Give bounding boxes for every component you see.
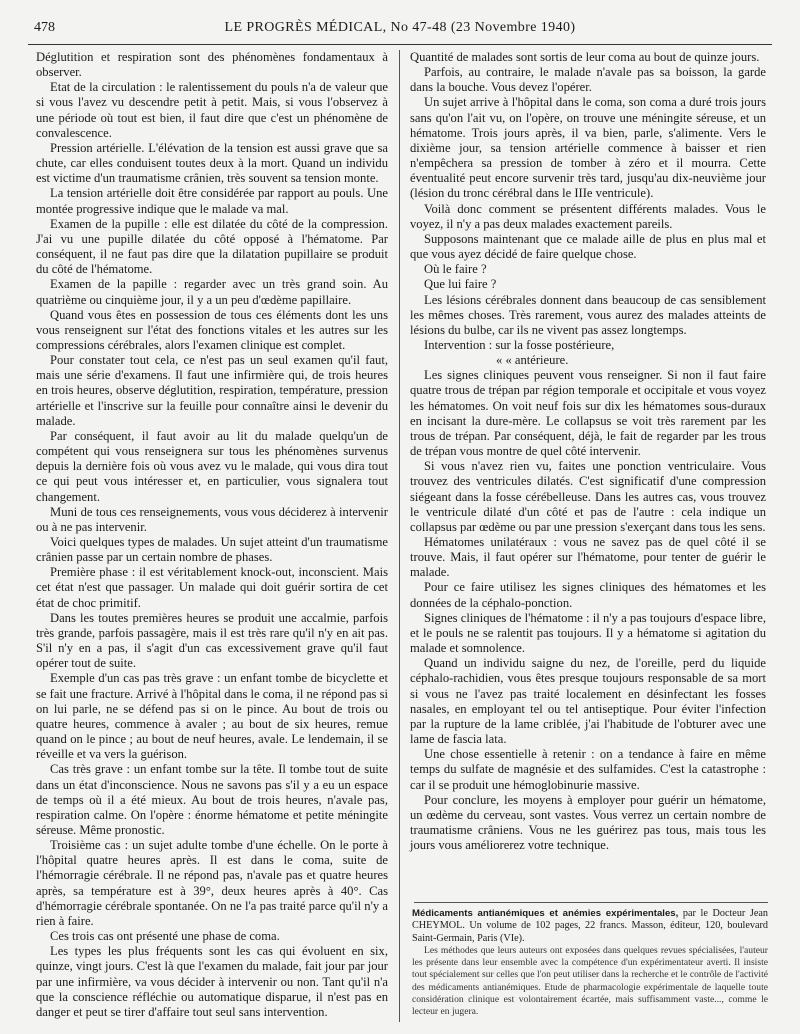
paragraph: Les types les plus fréquents sont les cas qui évoluent en six, quinze, vingt jours. C'est là que l'examen du malade, fait jour par jour par une infirmière, va vous décider à intervenir ou non. Tant qu'il n'a que la conscience réfléchie ou automatique disparue, il n'est pas en danger et peut se tirer d'affaire tout seul sans intervention. — [36, 944, 388, 1019]
paragraph: Dans les toutes premières heures se produit une accalmie, parfois très grande, parfois passagère, mais il est très rare qu'il n'y en ait pas. S'il n'y en a pas, il s'agit d'un cas excessivement grave qu'il faut opérer tout de suite. — [36, 610, 388, 671]
paragraph: Première phase : il est véritablement knock-out, inconscient. Mais cet état n'est que passager. Un malade qui doit guérir sortira de cet état de choc primitif. — [36, 565, 388, 610]
paragraph: Voici quelques types de malades. Un sujet atteint d'un traumatisme crânien passe par un certain nombre de phases. — [36, 535, 388, 565]
paragraph: Pour ce faire utilisez les signes cliniques des hématomes et les données de la céphalo-ponction. — [410, 580, 766, 610]
journal-title: LE PROGRÈS MÉDICAL, No 47-48 (23 Novembre 1940) — [224, 20, 576, 35]
paragraph: Quantité de malades sont sortis de leur coma au bout de quinze jours. — [410, 50, 760, 64]
header-rule — [28, 44, 772, 45]
book-review — [412, 908, 768, 1019]
paragraph: Les signes cliniques peuvent vous renseigner. Si non il faut faire quatre trous de trépan par région temporale et occipitale et vous voyez les hématomes. On voit neuf fois sur dix les hématomes sous-duraux en incisant la dure-mère. Le collapsus se voit très rarement par les trous de trépan. Par conséquent, déjà, le fait de regarder par les trous de trépan vous montre de quel côté intervenir. — [410, 368, 766, 459]
paragraph: Les lésions cérébrales donnent dans beaucoup de cas sensiblement les mêmes choses. Très rarement, vous aurez des malades atteints de lésions du bulbe, car ils ne vivent pas assez longtemps. — [410, 292, 766, 337]
paragraph: Si vous n'avez rien vu, faites une ponction ventriculaire. Vous trouvez des ventricules dilatés. C'est significatif d'une compression siégeant dans la fosse cérébelleuse. Dans les autres cas, vous trouvez le ventricule dilaté d'un côté et pas de l'autre : cela indique un collapsus par œdème ou par une pression s'exerçant dans tous les sens. — [410, 459, 766, 534]
paragraph: Déglutition et respiration sont des phénomènes fondamentaux à observer. — [36, 50, 388, 80]
review-separator — [414, 902, 768, 903]
page-number: 478 — [34, 20, 55, 35]
paragraph: Parfois, au contraire, le malade n'avale pas sa boisson, la garde dans la bouche. Vous devez l'opérer. — [410, 65, 766, 95]
paragraph: Troisième cas : un sujet adulte tombe d'une échelle. On le porte à l'hôpital quatre heures après. Il est dans le coma, suite de l'hémorragie cérébrale. Il ne répond pas, n'avale pas et quatre heures après, sa température est à 39°, deux heures après à 40°. Cas d'hémorragie cérébrale spontanée. On ne l'a pas traité parce qu'il n'y a rien à faire. — [36, 838, 388, 928]
paragraph: Pression artérielle. L'élévation de la tension est aussi grave que sa chute, car elles conduisent toutes deux à la mort. Quand un individu est victime d'un traumatisme crânien, très souvent sa tension monte. — [36, 140, 388, 186]
review-title: Médicaments antianémiques et anémies expérimentales, — [412, 908, 679, 919]
paragraph: Examen de la pupille : elle est dilatée du côté de la compression. J'ai vu une pupille dilatée du côté opposé à l'hématome. Par conséquent, il ne faut pas dire que la dilatation pupillaire se produit du côté de l'hématome. — [36, 216, 388, 277]
review-body: Les méthodes que leurs auteurs ont exposées dans quelques revues spécialisées, l'auteur les présente dans leur ensemble avec la compétence d'un expérimentateur averti. Il insiste tout spécialement sur celles que l'on peut utiliser dans la recherche et le contrôle de l'activité des médicaments antianémiques. Etude de pharmacologie expérimentale de laquelle toute considération clinique est volontairement écartée, mais suffisamment vaste..., comme le lecteur en jugera. — [412, 944, 768, 1018]
paragraph: Que lui faire ? — [424, 277, 497, 292]
paragraph: « « antérieure. — [496, 353, 569, 368]
review-heading — [412, 908, 768, 945]
left-column — [36, 50, 388, 1020]
paragraph: Où le faire ? — [424, 262, 487, 277]
page-header — [34, 20, 766, 42]
paragraph: Signes cliniques de l'hématome : il n'y a pas toujours d'espace libre, et le pouls ne se ralentit pas toujours. Il y a hématome si agitation du malade et somnolence. — [410, 610, 766, 656]
paragraph: Quand un individu saigne du nez, de l'oreille, perd du liquide céphalo-rachidien, vous êtes presque toujours responsable de sa mort si vous ne l'avez pas traité localement en désinfectant les fosses nasales, en employant tel ou tel antiseptique. Pour éviter l'infection par la rupture de la lame criblée, j'ai l'habitude de l'obturer avec une lame de fascia lata. — [410, 656, 766, 747]
paragraph: Examen de la papille : regarder avec un très grand soin. Au quatrième ou cinquième jour, il y a un peu d'œdème papillaire. — [36, 277, 388, 307]
paragraph: Voilà donc comment se présentent différents malades. Vous le voyez, il n'y a pas deux malades exactement pareils. — [410, 201, 766, 231]
paragraph: Exemple d'un cas pas très grave : un enfant tombe de bicyclette et se fait une fracture. Arrivé à l'hôpital dans le coma, il ne répond pas si on lui parle, ne se défend pas si on le pince. Au bout de trois ou quatre heures, commence à avaler ; au bout de six heures, remue quand on le pince ; au bout de neuf heures, avale. Le lendemain, il se réveille et va vers la guérison. — [36, 671, 388, 762]
paragraph: Cas très grave : un enfant tombe sur la tête. Il tombe tout de suite dans un état d'inconscience. Nous ne savons pas s'il y a eu un espace de temps où il a été mieux. Au bout de trois heures, n'avale pas, respiration calme. On l'opère : énorme hématome et petite méningite séreuse. Même pronostic. — [36, 762, 388, 837]
right-column — [410, 50, 766, 853]
paragraph: La tension artérielle doit être considérée par rapport au pouls. Une montée progressive indique que le malade va mal. — [36, 186, 388, 216]
paragraph: Pour conclure, les moyens à employer pour guérir un hématome, un œdème du cerveau, sont vastes. Vous verrez un certain nombre de traumatisme crâniens. Vous ne les guérirez pas tous, mais tous les jours vous améliorerez votre technique. — [410, 792, 766, 853]
paragraph: Hématomes unilatéraux : vous ne savez pas de quel côté il se trouve. Mais, il faut opérer sur l'hématome, pour tenter de guérir le malade. — [410, 535, 766, 580]
column-divider — [399, 50, 400, 1022]
paragraph: Ces trois cas ont présenté une phase de coma. — [50, 929, 280, 944]
paragraph: Etat de la circulation : le ralentissement du pouls n'a de valeur que si vous l'avez vu descendre petit à petit. Mais, si vous l'observez à une période où tout est bien, il faut dire que c'est un phénomène de convalescence. — [36, 80, 388, 140]
paragraph: Pour constater tout cela, ce n'est pas un seul examen qu'il faut, mais une série d'examens. Il faut une infirmière qui, de trois heures en trois heures, observe déglutition, respiration, température, pression artérielle et l'inscrive sur la feuille pour connaître ainsi le devenir du malade. — [36, 353, 388, 428]
paragraph: Par conséquent, il faut avoir au lit du malade quelqu'un de compétent qui vous renseignera sur tous les phénomènes survenus depuis la dernière fois où vous avez vu le malade, qui vous dira tout ce qui peut vous intéresser et, en particulier, vous signalera tout changement. — [36, 428, 388, 504]
paragraph: Intervention : sur la fosse postérieure, — [424, 337, 615, 352]
paragraph: Muni de tous ces renseignements, vous vous déciderez à intervenir ou à ne pas intervenir. — [36, 504, 388, 534]
paragraph: Une chose essentielle à retenir : on a tendance à faire en même temps du sulfate de magnésie et des sulfamides. C'est la catastrophe : car il se produit une hémoglobinurie massive. — [410, 747, 766, 792]
paragraph: Supposons maintenant que ce malade aille de plus en plus mal et que vous ayez décidé de faire quelque chose. — [410, 231, 766, 262]
paragraph: Quand vous êtes en possession de tous ces éléments dont les uns vous renseignent sur l'état des fonctions vitales et les autres sur les compressions cérébrales, alors l'examen clinique est complet. — [36, 307, 388, 352]
paragraph: Un sujet arrive à l'hôpital dans le coma, son coma a duré trois jours sans qu'on l'ait vu, on l'opère, on trouve une méningite séreuse, et un hématome. Trois jours après, il va bien, parle, s'alimente. Vers le dixième jour, sa tension artérielle commence à baisser et rien n'empêchera sa pression de tomber à zéro et il mourra. Cette éventualité peut encore survenir très tard, jusqu'au dix-neuvième jour (lésion du tronc cérébral dans le IIIe ventricule). — [410, 95, 766, 201]
review-citation: par le Docteur Jean CHEYMOL. Un volume de 102 pages, 22 francs. Masson, éditeur, 120, boulevard Saint-Germain, Paris (VIe). — [412, 908, 769, 944]
